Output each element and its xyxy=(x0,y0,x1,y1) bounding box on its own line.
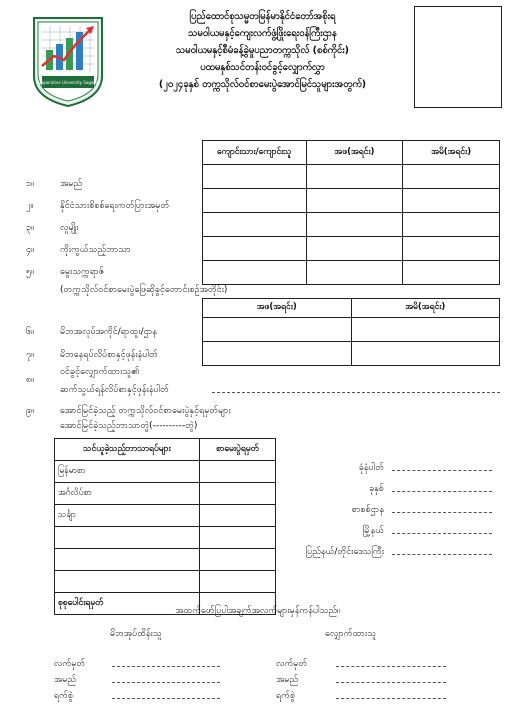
dob-mother-cell[interactable] xyxy=(403,261,500,285)
item-label-name: အမည် xyxy=(60,179,83,189)
item-number: ၂။ xyxy=(26,201,34,211)
item-label-subject-combination: အောင်မြင်ခဲ့သည့်ဘာသာတွဲ(----------တွဲ) xyxy=(60,421,198,431)
subject-cell[interactable] xyxy=(55,571,200,593)
year-line[interactable] xyxy=(392,491,492,492)
col-header-subjects: သင်ယူခဲ့သည့်ဘာသာရပ်များ xyxy=(55,439,200,461)
logo-text: Cooperative University Sagaing xyxy=(36,80,100,85)
item-number: ၆။ xyxy=(26,327,34,337)
item-number: ၅။ xyxy=(26,267,34,277)
item-label-dob: မွေးသက္ကရာဇ် xyxy=(60,267,105,277)
subject-cell: မြန်မာစာ xyxy=(55,461,200,483)
field-label-exam-center: စာစစ်ဌာန xyxy=(351,505,384,515)
subject-cell: အင်္ဂလိပ်စာ xyxy=(55,483,200,505)
col-header-mother: အမိ(အရင်း) xyxy=(351,299,500,318)
applicant-date-label: ရက်စွဲ xyxy=(276,691,296,701)
occupation-father-cell[interactable] xyxy=(203,318,352,342)
address-mother-cell[interactable] xyxy=(351,342,500,366)
university-logo xyxy=(28,14,108,108)
item-label-applicant-contact: ဆက်သွယ်ရန်လိပ်စာနှင့်ဖုန်းနံပါတ် xyxy=(60,385,169,395)
item-label-parent-address: မိဘနေရပ်လိပ်စာနှင့်ဖုန်းနံပါတ် xyxy=(60,350,158,360)
item-label-applicant: ဝင်ခွင့်လျှောက်ထားသူ၏ xyxy=(60,367,140,377)
occupation-mother-cell[interactable] xyxy=(351,318,500,342)
col-header-father: အဖ(အရင်း) xyxy=(306,141,403,165)
field-label-year: ခုနှစ် xyxy=(369,484,384,494)
state-region-line[interactable] xyxy=(392,554,492,555)
religion-mother-cell[interactable] xyxy=(403,237,500,261)
item-label-race: လူမျိုး xyxy=(60,223,79,233)
guardian-date-line[interactable] xyxy=(112,698,220,699)
applicant-date-line[interactable] xyxy=(336,698,446,699)
race-student-cell[interactable] xyxy=(203,213,307,237)
nrc-mother-cell[interactable] xyxy=(403,189,500,213)
item-label-parent-occupation: မိဘအလုပ်အကိုင်/ရာထူး/ဌာန xyxy=(60,327,157,337)
subject-cell[interactable] xyxy=(55,549,200,571)
dob-student-cell[interactable] xyxy=(203,261,307,285)
item-number: ၁။ xyxy=(26,179,34,189)
nrc-father-cell[interactable] xyxy=(306,189,403,213)
dob-father-cell[interactable] xyxy=(306,261,403,285)
guardian-date-label: ရက်စွဲ xyxy=(54,691,74,701)
header-ministry: သမဝါယမနှင့်ကျေးလက်ဖွံ့ဖြိုးရေးဝန်ကြီးဌာန xyxy=(188,28,337,39)
township-line[interactable] xyxy=(392,533,492,534)
header-form-title: ပထမနှစ်သင်တန်းဝင်ခွင့်လျှောက်လွှာ xyxy=(200,62,325,73)
item-number: ၉။ xyxy=(26,406,34,416)
applicant-signature-line[interactable] xyxy=(336,666,446,667)
score-cell[interactable] xyxy=(199,505,275,527)
item-label-religion: ကိုးကွယ်သည့်ဘာသာ xyxy=(60,245,131,255)
field-label-state-region: ပြည်နယ်/တိုင်းဒေသကြီး xyxy=(305,547,384,557)
col-header-father: အဖ(အရင်း) xyxy=(203,299,352,318)
subject-cell: သင်္ချာ xyxy=(55,505,200,527)
religion-father-cell[interactable] xyxy=(306,237,403,261)
dob-note: (တက္ကသိုလ်ဝင်စာမေးပွဲဖြေဆိုခွင့်တောင်းစဉ်အတိုင်း) xyxy=(60,285,228,295)
subject-cell[interactable] xyxy=(55,527,200,549)
header-university: သမဝါယမနှင့်စီမံခန့်ခွဲမှုပညာတက္ကသိုလ် (စစ်ကိုင်း) xyxy=(175,45,350,56)
total-score-label: စုစုပေါင်းရမှတ် xyxy=(55,593,200,615)
guardian-signature-label: လက်မှတ် xyxy=(54,659,86,669)
declaration-text: အထက်ဖော်ပြပါအချက်အလက်များမှန်ကန်ပါသည်။ xyxy=(175,606,340,616)
nrc-student-cell[interactable] xyxy=(203,189,307,213)
col-header-scores: စာမေးပွဲရမှတ် xyxy=(199,439,275,461)
applicant-name-label: အမည် xyxy=(276,675,299,685)
address-father-cell[interactable] xyxy=(203,342,352,366)
applicant-contact-line[interactable] xyxy=(212,392,500,393)
score-cell[interactable] xyxy=(199,461,275,483)
header-government: ပြည်ထောင်စုသမ္မတမြန်မာနိုင်ငံတော်အစိုးရ xyxy=(189,11,336,22)
applicant-signature-label: လက်မှတ် xyxy=(276,659,308,669)
race-father-cell[interactable] xyxy=(306,213,403,237)
col-header-mother: အမိ(အရင်း) xyxy=(403,141,500,165)
seat-number-line[interactable] xyxy=(392,470,492,471)
item-number: ၈။ xyxy=(26,375,34,385)
personal-info-table xyxy=(202,140,500,285)
score-cell[interactable] xyxy=(199,527,275,549)
name-mother-cell[interactable] xyxy=(403,165,500,189)
score-cell[interactable] xyxy=(199,549,275,571)
item-label-exam-results: အောင်မြင်ခဲ့သည့် တက္ကသိုလ်ဝင်စာမေးပွဲနှင့်ရမှတ်များ xyxy=(60,406,231,416)
field-label-seat-number: ခုံနံပါတ် xyxy=(358,463,384,473)
score-cell[interactable] xyxy=(199,571,275,593)
parent-info-table xyxy=(202,298,500,366)
guardian-name-line[interactable] xyxy=(112,682,220,683)
guardian-name-label: အမည် xyxy=(54,675,77,685)
signer-applicant-title: လျှောက်ထားသူ xyxy=(325,629,376,639)
applicant-name-line[interactable] xyxy=(336,682,446,683)
name-student-cell[interactable] xyxy=(203,165,307,189)
exam-scores-table xyxy=(54,438,276,615)
col-header-student: ကျောင်းသား/ကျောင်းသူ xyxy=(203,141,307,165)
item-number: ၃။ xyxy=(26,223,34,233)
item-number: ၇။ xyxy=(26,350,34,360)
photo-box[interactable] xyxy=(414,6,502,108)
header-form-subtitle: (၂၀၂၄ခုနှစ် တက္ကသိုလ်ဝင်စာမေးပွဲအောင်မြင်သူများအတွက်) xyxy=(158,79,367,90)
race-mother-cell[interactable] xyxy=(403,213,500,237)
guardian-signature-line[interactable] xyxy=(112,666,220,667)
item-number: ၄။ xyxy=(26,245,34,255)
name-father-cell[interactable] xyxy=(306,165,403,189)
item-label-nrc: နိုင်ငံသားစိစစ်ရေးကတ်ပြားအမှတ် xyxy=(60,201,170,211)
signer-guardian-title: မိဘအုပ်ထိန်းသူ xyxy=(110,629,162,639)
exam-center-line[interactable] xyxy=(392,512,492,513)
score-cell[interactable] xyxy=(199,483,275,505)
religion-student-cell[interactable] xyxy=(203,237,307,261)
field-label-township: မြို့နယ် xyxy=(362,526,384,536)
